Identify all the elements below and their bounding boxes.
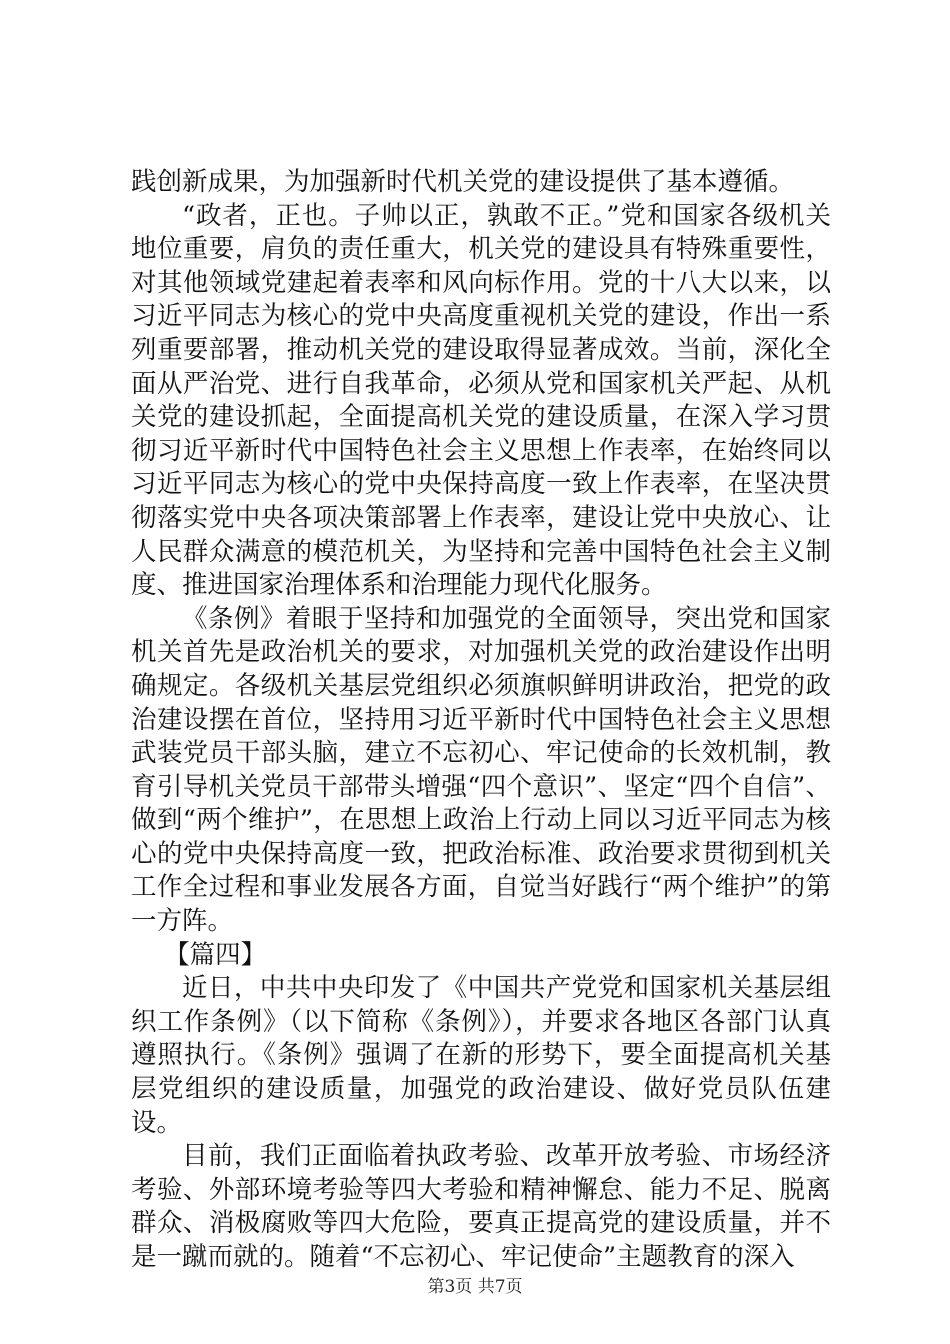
page-footer: 第3页 共7页 — [427, 1277, 523, 1297]
paragraph: 目前，我们正面临着执政考验、改革开放考验、市场经济考验、外部环境考验等四大考验和精神懈怠、能力不足、脱离群众、消极腐败等四大危险，要真正提高党的建设质量，并不是一蹴而就的。随着“不忘初心、牢记使命”主题教育的深入 — [131, 1141, 831, 1272]
paragraph: 近日，中共中央印发了《中国共产党党和国家机关基层组织工作条例》（以下简称《条例》），并要求各地区各部门认真遵照执行。《条例》强调了在新的形势下，要全面提高机关基层党组织的建设质量，加强党的政治建设、做好党员队伍建设。 — [131, 973, 831, 1138]
section-heading: 【篇四】 — [164, 939, 267, 970]
paragraph: “政者，正也。子帅以正，孰敢不正。”党和国家各级机关地位重要，肩负的责任重大，机关党的建设具有特殊重要性，对其他领域党建起着表率和风向标作用。党的十八大以来，以习近平同志为核心的党中央高度重视机关党的建设，作出一系列重要部署，推动机关党的建设取得显著成效。当前，深化全面从严治党、进行自我革命，必须从党和国家机关严起、从机关党的建设抓起，全面提高机关党的建设质量，在深入学习贯彻习近平新时代中国特色社会主义思想上作表率，在始终同以习近平同志为核心的党中央保持高度一致上作表率，在坚决贯彻落实党中央各项决策部署上作表率，建设让党中央放心、让人民群众满意的模范机关，为坚持和完善中国特色社会主义制度、推进国家治理体系和治理能力现代化服务。 — [131, 200, 831, 601]
paragraph: 践创新成果，为加强新时代机关党的建设提供了基本遵循。 — [131, 167, 795, 197]
paragraph: 《条例》着眼于坚持和加强党的全面领导，突出党和国家机关首先是政治机关的要求，对加强机关党的政治建设作出明确规定。各级机关基层党组织必须旗帜鲜明讲政治，把党的政治建设摆在首位，坚持用习近平新时代中国特色社会主义思想武装党员干部头脑，建立不忘初心、牢记使命的长效机制，教育引导机关党员干部带头增强“四个意识”、坚定“四个自信”、做到“两个维护”，在思想上政治上行动上同以习近平同志为核心的党中央保持高度一致，把政治标准、政治要求贯彻到机关工作全过程和事业发展各方面，自觉当好践行“两个维护”的第一方阵。 — [131, 603, 831, 937]
document-body — [131, 166, 831, 1275]
